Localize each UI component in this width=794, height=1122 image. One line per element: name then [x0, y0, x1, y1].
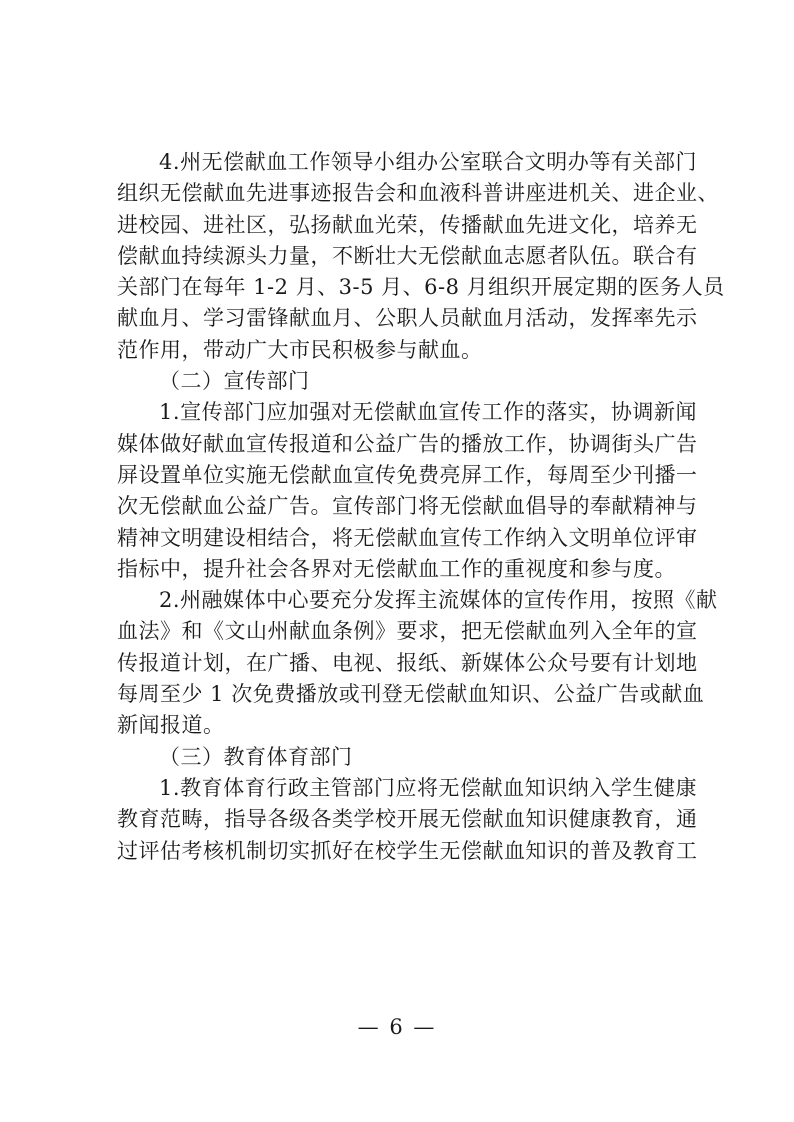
text-line: 传报道计划，在广播、电视、报纸、新媒体公众号要有计划地	[117, 650, 698, 675]
text-line: 新闻报道。	[117, 713, 225, 738]
text-line: 关部门在每年 1-2 月、3-5 月、6-8 月组织开展定期的医务人员	[117, 275, 725, 300]
page-number: — 6 —	[357, 1015, 437, 1039]
text-line: 精神文明建设相结合，将无偿献血宣传工作纳入文明单位评审	[117, 525, 698, 550]
text-line: 过评估考核机制切实抓好在校学生无偿献血知识的普及教育工	[117, 838, 698, 863]
document-body	[117, 147, 725, 867]
text-line: 1.宣传部门应加强对无偿献血宣传工作的落实，协调新闻	[159, 400, 697, 425]
text-line: 屏设置单位实施无偿献血宣传免费亮屏工作，每周至少刊播一	[117, 462, 698, 487]
text-line: 进校园、进社区，弘扬献血光荣，传播献血先进文化，培养无	[117, 212, 698, 237]
text-line: 每周至少 1 次免费播放或刊登无偿献血知识、公益广告或献血	[117, 682, 705, 707]
text-line: 1.教育体育行政主管部门应将无偿献血知识纳入学生健康	[159, 775, 697, 800]
text-line: 媒体做好献血宣传报道和公益广告的播放工作，协调街头广告	[117, 431, 698, 456]
text-line: 指标中，提升社会各界对无偿献血工作的重视度和参与度。	[117, 556, 676, 581]
section-heading-publicity: （二）宣传部门	[159, 369, 310, 394]
paragraph-publicity-1	[117, 397, 697, 585]
text-line: 献血月、学习雷锋献血月、公职人员献血月活动，发挥率先示	[117, 306, 698, 331]
paragraph-education-1	[117, 773, 697, 867]
paragraph-publicity-2	[117, 585, 718, 741]
text-line: 教育范畴，指导各级各类学校开展无偿献血知识健康教育，通	[117, 807, 698, 832]
text-line: 4.州无偿献血工作领导小组办公室联合文明办等有关部门	[159, 150, 697, 174]
text-line: 血法》和《文山州献血条例》要求，把无偿献血列入全年的宣	[117, 619, 698, 644]
paragraph-4	[117, 147, 725, 366]
section-heading-education: （三）教育体育部门	[159, 744, 353, 769]
text-line: 2.州融媒体中心要充分发挥主流媒体的宣传作用，按照《献	[159, 588, 718, 613]
text-line: 范作用，带动广大市民积极参与献血。	[117, 337, 483, 362]
text-line: 次无偿献血公益广告。宣传部门将无偿献血倡导的奉献精神与	[117, 494, 698, 519]
text-line: 组织无偿献血先进事迹报告会和血液科普讲座进机关、进企业、	[117, 181, 719, 206]
text-line: 偿献血持续源头力量，不断壮大无偿献血志愿者队伍。联合有	[117, 243, 698, 268]
